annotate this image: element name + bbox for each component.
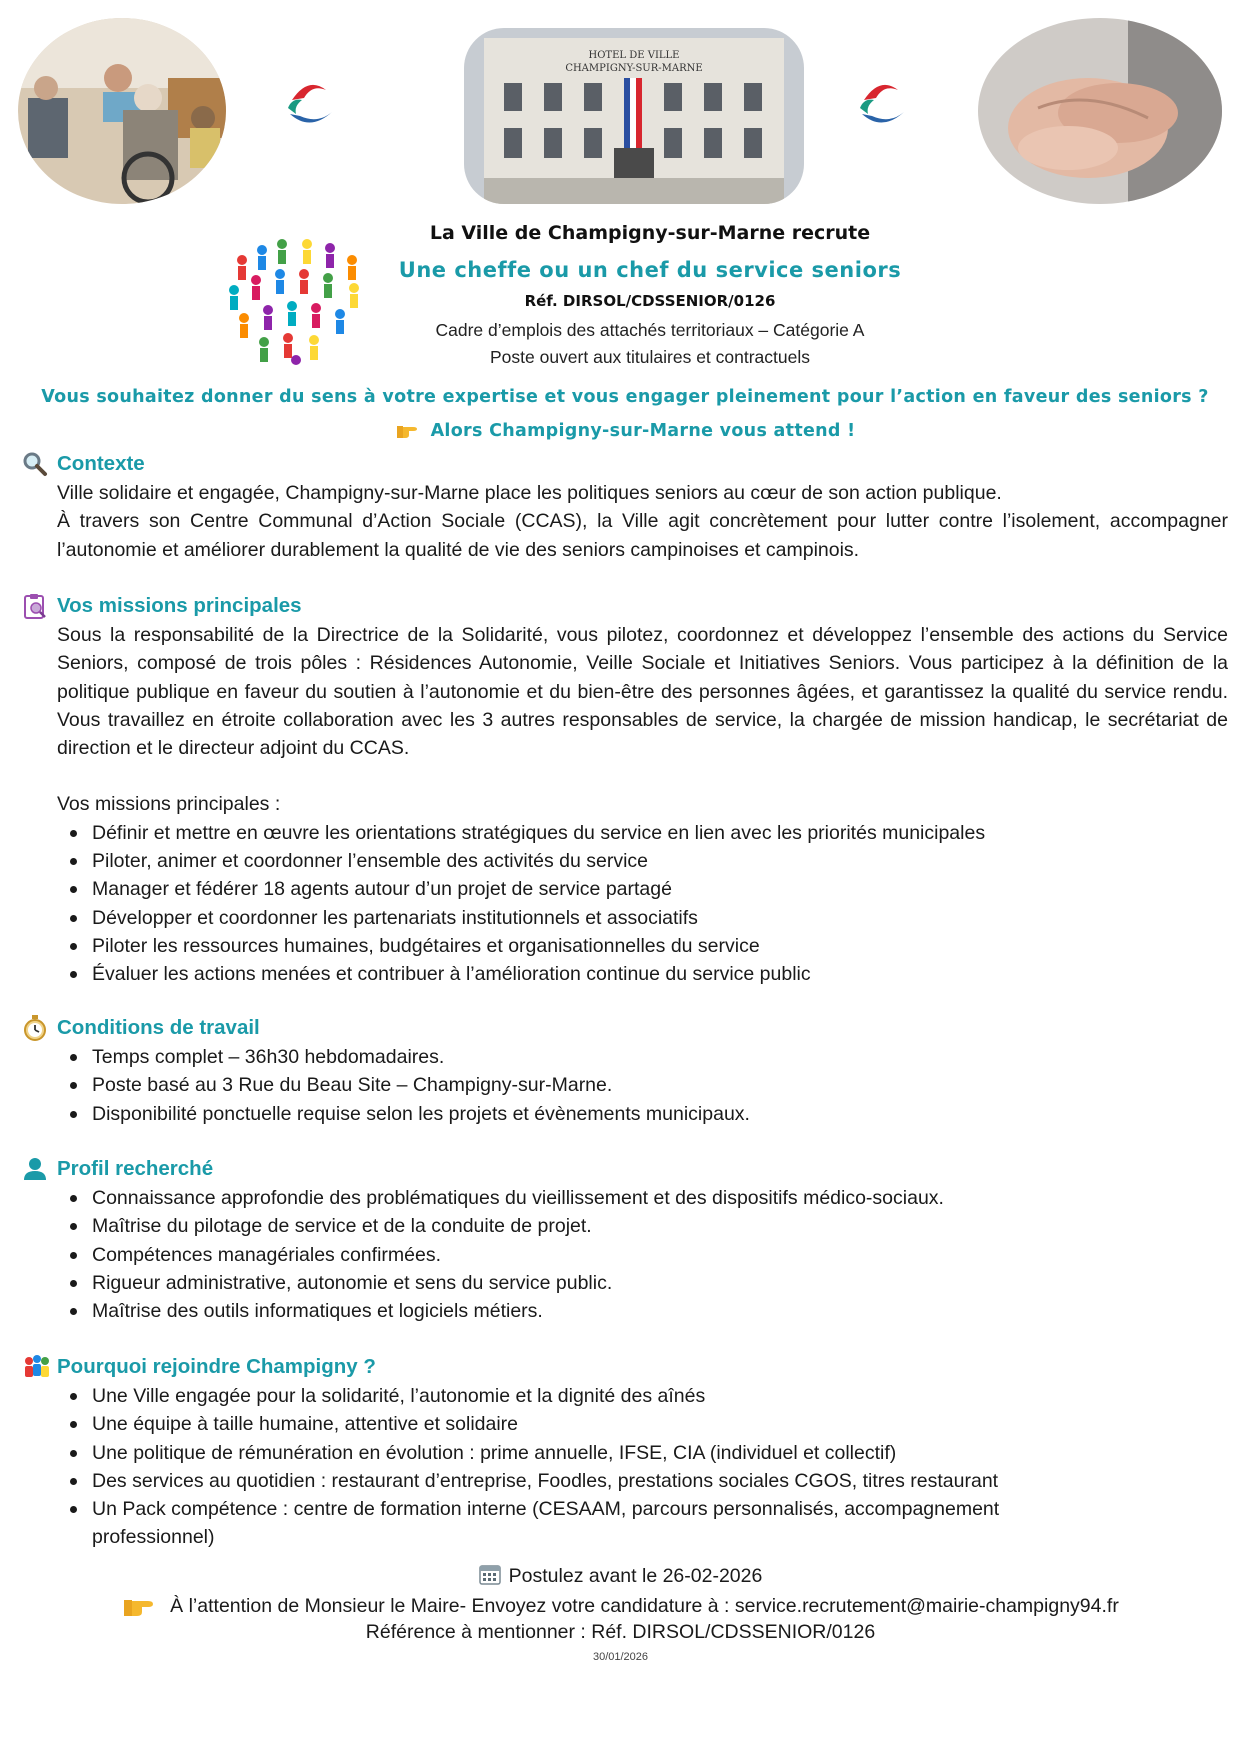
list-item: Développer et coordonner les partenariats institutionnels et associatifs: [57, 904, 1228, 932]
city-logo-left: [282, 78, 338, 128]
photo-holding-hands: [978, 18, 1222, 204]
list-item: Maîtrise du pilotage de service et de la conduite de projet.: [57, 1212, 1228, 1240]
list-item: Connaissance approfondie des problématiques du vieillissement et des dispositifs médico-sociaux.: [57, 1184, 1228, 1212]
stopwatch-icon: [22, 1015, 48, 1041]
list-item: Piloter, animer et coordonner l’ensemble des activités du service: [57, 847, 1228, 875]
deadline-text: Postulez avant le 26-02-2026: [508, 1565, 763, 1587]
document-date: 30/01/2026: [592, 1651, 649, 1663]
list-item: Manager et fédérer 18 agents autour d’un projet de service partagé: [57, 875, 1228, 903]
contexte-paragraph-1: Ville solidaire et engagée, Champigny-sur-Marne place les politiques seniors au cœur de son action publique.: [57, 482, 1002, 504]
calendar-icon: [479, 1563, 501, 1591]
list-item: Poste basé au 3 Rue du Beau Site – Champigny-sur-Marne.: [57, 1071, 1228, 1099]
teaser-answer: Alors Champigny-sur-Marne vous attend !: [430, 421, 856, 441]
reference-line: Référence à mentionner : Réf. DIRSOL/CDSSENIOR/0126: [365, 1621, 876, 1643]
pourquoi-list: [57, 1382, 1228, 1552]
list-item: Définir et mettre en œuvre les orientations stratégiques du service en lien avec les priorités municipales: [57, 819, 1228, 847]
city-logo-right: [854, 78, 910, 128]
missions-intro: Sous la responsabilité de la Directrice de la Solidarité, vous pilotez, coordonnez et développez l’ensemble des actions du Service Seniors, composé de trois pôles : Résidences Autonomie, Veille Sociale et Initiatives Seniors. Vous participez à la définition de la politique publique en faveur du soutien à l’autonomie et du bien-être des personnes âgées, et garantissez la qualité du service rendu. Vous travaillez en étroite collaboration avec les 3 autres responsables de service, la chargée de mission handicap, le secrétariat de direction et le directeur adjoint du CCAS.: [57, 624, 1228, 760]
deadline-line: [0, 1563, 1241, 1591]
list-item: Une équipe à taille humaine, attentive et solidaire: [57, 1410, 1228, 1438]
photo-senior-wheelchair: [18, 18, 226, 204]
list-item: Un Pack compétence : centre de formation interne (CESAAM, parcours personnalisés, accompagnement professionnel): [57, 1495, 1228, 1552]
conditions-title: Conditions de travail: [57, 1016, 260, 1039]
photo-city-hall: [464, 28, 804, 204]
contexte-paragraph-2: À travers son Centre Communal d’Action Sociale (CCAS), la Ville agit concrètement pour lutter contre l’isolement, accompagner l’autonomie et améliorer durablement la qualité de vie des seniors campinoises et campinois.: [57, 510, 1228, 561]
list-item: Maîtrise des outils informatiques et logiciels métiers.: [57, 1297, 1228, 1325]
list-item: Disponibilité ponctuelle requise selon les projets et évènements municipaux.: [57, 1100, 1228, 1128]
magnifier-icon: [22, 451, 48, 477]
missions-title: Vos missions principales: [57, 594, 302, 617]
building-sign-2: CHAMPIGNY-SUR-MARNE: [565, 63, 703, 74]
contact-text: À l’attention de Monsieur le Maire- Envoyez votre candidature à : service.recrutement@mairie-champigny94.fr: [170, 1595, 1119, 1617]
profil-list: [57, 1184, 1228, 1325]
list-item: Rigueur administrative, autonomie et sens du service public.: [57, 1269, 1228, 1297]
job-eligibility: Poste ouvert aux titulaires et contractuels: [489, 347, 811, 367]
list-item: Temps complet – 36h30 hebdomadaires.: [57, 1043, 1228, 1071]
contexte-title: Contexte: [57, 452, 145, 475]
missions-list: [57, 819, 1228, 989]
people-icon: [22, 1354, 48, 1380]
clipboard-icon: [22, 593, 48, 619]
profil-title: Profil recherché: [57, 1157, 214, 1180]
pointing-hand-icon: [395, 419, 421, 444]
recruiting-line: La Ville de Champigny-sur-Marne recrute: [429, 222, 871, 244]
list-item: Évaluer les actions menées et contribuer à l’amélioration continue du service public: [57, 960, 1228, 988]
pointing-hand-icon: [122, 1591, 158, 1623]
section-pourquoi: [18, 1354, 1228, 1552]
missions-list-label: Vos missions principales :: [57, 793, 281, 816]
list-item: Compétences managériales confirmées.: [57, 1241, 1228, 1269]
job-reference: Réf. DIRSOL/CDSSENIOR/0126: [524, 292, 776, 310]
list-item: Une Ville engagée pour la solidarité, l’autonomie et la dignité des aînés: [57, 1382, 1228, 1410]
spacer: [57, 762, 1228, 790]
contact-line: [0, 1591, 1241, 1623]
teaser-line-2: [40, 419, 1210, 444]
section-missions: [18, 593, 1228, 989]
teaser-question: Vous souhaitez donner du sens à votre expertise et vous engager pleinement pour l’action en faveur des seniors ?: [41, 387, 1209, 407]
section-profil: [18, 1156, 1228, 1325]
list-item: Piloter les ressources humaines, budgétaires et organisationnelles du service: [57, 932, 1228, 960]
conditions-list: [57, 1043, 1228, 1128]
section-contexte: [18, 451, 1228, 564]
section-conditions: [18, 1015, 1228, 1128]
person-icon: [22, 1156, 48, 1182]
list-item: Des services au quotidien : restaurant d’entreprise, Foodles, prestations sociales CGOS, titres restaurant: [57, 1467, 1228, 1495]
job-cadre: Cadre d’emplois des attachés territoriaux – Catégorie A: [435, 320, 865, 340]
building-sign-1: HOTEL DE VILLE: [588, 50, 680, 61]
pourquoi-title: Pourquoi rejoindre Champigny ?: [57, 1355, 376, 1378]
list-item: Une politique de rémunération en évolution : prime annuelle, IFSE, CIA (individuel et collectif): [57, 1439, 1228, 1467]
job-title: Une cheffe ou un chef du service seniors: [398, 258, 902, 282]
